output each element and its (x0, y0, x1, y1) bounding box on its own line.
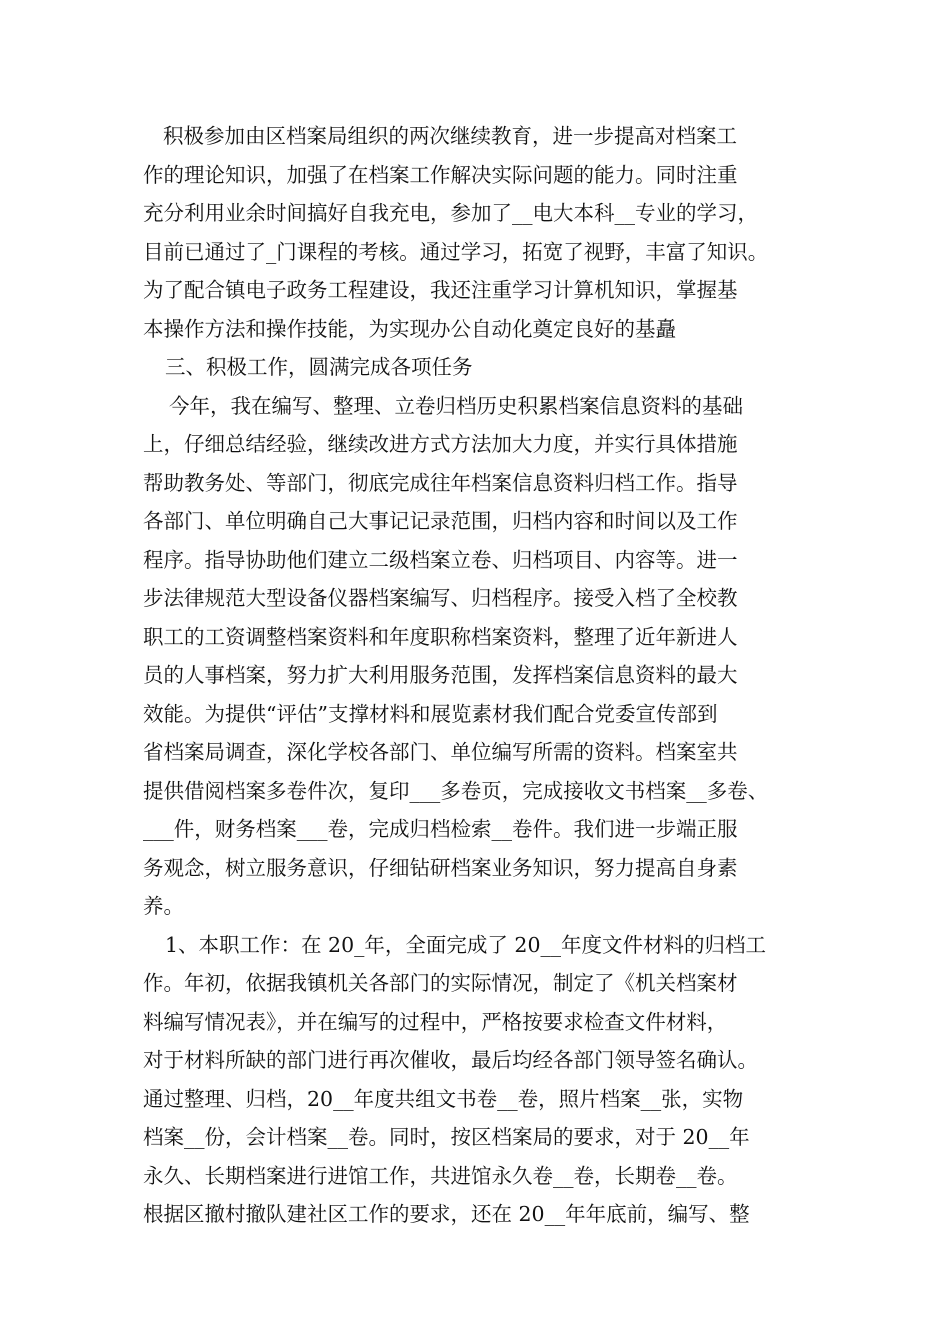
paragraph-continuing-education (143, 117, 811, 348)
paragraph-archive-work (143, 387, 811, 926)
paragraph-line: 程序。指导协助他们建立二级档案立卷、归档项目、内容等。进一 (143, 547, 738, 572)
paragraph-line: 为了配合镇电子政务工程建设，我还注重学习计算机知识，掌握基 (143, 278, 738, 302)
paragraph-line: 永久、长期档案进行进馆工作，共进馆永久卷__卷，长期卷__卷。 (143, 1163, 738, 1188)
paragraph-line: 本操作方法和操作技能，为实现办公自动化奠定良好的基矗 (143, 316, 676, 341)
paragraph-line: 提供借阅档案多卷件次，复印___多卷页，完成接收文书档案__多卷、 (143, 778, 769, 803)
paragraph-line: 根据区撤村撤队建社区工作的要求，还在 20__年年底前，编写、整 (143, 1202, 750, 1226)
paragraph-line: 目前已通过了_门课程的考核。通过学习，拓宽了视野，丰富了知识。 (143, 239, 769, 264)
section-heading (143, 348, 811, 387)
paragraph-line: 1、本职工作：在 20_年，全面完成了 20__年度文件材料的归档工 (165, 932, 766, 957)
paragraph-line: 省档案局调查，深化学校各部门、单位编写所需的资料。档案室共 (143, 740, 738, 764)
document-body (143, 117, 811, 1234)
paragraph-line: 作的理论知识，加强了在档案工作解决实际问题的能力。同时注重 (143, 162, 738, 187)
paragraph-line: 通过整理、归档，20__年度共组文书卷__卷，照片档案__张，实物 (143, 1086, 744, 1111)
paragraph-line: 积极参加由区档案局组织的两次继续教育，进一步提高对档案工 (163, 124, 737, 148)
paragraph-line: 对于材料所缺的部门进行再次催收，最后均经各部门领导签名确认。 (143, 1048, 758, 1072)
paragraph-line: 养。 (143, 894, 184, 918)
paragraph-line: 步法律规范大型设备仪器档案编写、归档程序。接受入档了全校教 (143, 586, 738, 610)
paragraph-line: 今年，我在编写、整理、立卷归档历史积累档案信息资料的基础 (169, 393, 743, 418)
paragraph-line: 上，仔细总结经验，继续改进方式方法加大力度，并实行具体措施 (143, 432, 738, 456)
paragraph-line: 职工的工资调整档案资料和年度职称档案资料，整理了近年新进人 (143, 624, 738, 649)
paragraph-line: ___件，财务档案___卷，完成归档检索__卷件。我们进一步端正服 (143, 817, 738, 841)
paragraph-core-duties (143, 926, 811, 1234)
paragraph-line: 档案__份，会计档案__卷。同时，按区档案局的要求，对于 20__年 (143, 1125, 750, 1149)
paragraph-line: 员的人事档案，努力扩大利用服务范围，发挥档案信息资料的最大 (143, 663, 738, 687)
paragraph-line: 充分利用业余时间搞好自我充电，参加了__电大本科__专业的学习， (143, 201, 758, 225)
paragraph-line: 各部门、单位明确自己大事记记录范围，归档内容和时间以及工作 (143, 509, 738, 533)
paragraph-line: 帮助教务处、等部门，彻底完成往年档案信息资料归档工作。指导 (143, 470, 738, 495)
section-heading-text: 三、积极工作，圆满完成各项任务 (165, 355, 473, 379)
paragraph-line: 料编写情况表》，并在编写的过程中，严格按要求检查文件材料， (143, 1009, 728, 1034)
paragraph-line: 作。年初，依据我镇机关各部门的实际情况，制定了《机关档案材 (143, 971, 738, 995)
paragraph-line: 务观念，树立服务意识，仔细钻研档案业务知识，努力提高自身素 (143, 855, 738, 880)
paragraph-line: 效能。为提供“评估”支撑材料和展览素材我们配合党委宣传部到 (143, 701, 718, 726)
